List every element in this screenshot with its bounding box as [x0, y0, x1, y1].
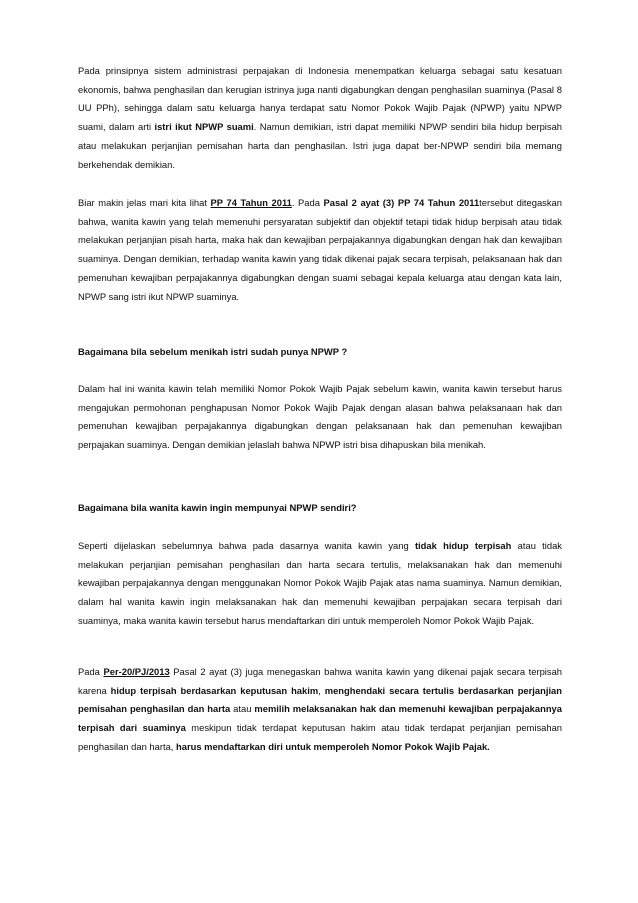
p1-emphasis-run: istri ikut NPWP suami [154, 121, 254, 133]
paragraph-4 [78, 537, 562, 631]
p5-emphasis-run: Per-20/PJ/2013 [103, 666, 170, 677]
p2-emphasis-run: Pasal 2 ayat (3) PP 74 Tahun 2011 [323, 197, 480, 208]
p1-text-run: . Namun demikian, istri dapat memiliki NPWP sendiri bila hidup berpisah atau melakukan perjanjian pemisahan harta dan penghasilan. Istri juga dapat ber-NPWP sendiri bila memang berkehendak demikian. [78, 121, 562, 170]
p2-text-run: Biar makin jelas mari kita lihat [78, 197, 211, 208]
p5-emphasis-run: memilih melaksanakan hak dan memenuhi kewajiban perpajakannya terpisah dari suaminya [78, 703, 562, 734]
p2-text-run: . Pada [291, 197, 324, 208]
p5-text-run: , [318, 684, 325, 696]
p4-text-run: Seperti dijelaskan sebelumnya bahwa pada dasarnya wanita kawin yang [78, 540, 415, 551]
p5-emphasis-run: harus mendaftarkan diri untuk memperoleh Nomor Pokok Wajib Pajak. [176, 740, 490, 752]
h2-text-run: Bagaimana bila wanita kawin ingin mempunyai NPWP sendiri? [78, 502, 357, 513]
paragraph-2 [78, 194, 562, 306]
p4-text-run: atau tidak melakukan perjanjian pemisahan penghasilan dan harta secara tertulis, melaksanakan hak dan memenuhi kewajiban perpajakannya dengan menggunakan Nomor Pokok Wajib Pajak atas nama suaminya. Namun demikian, dalam hal wanita kawin ingin melaksanakan hak dan memenuhi kewajiban perpajakan secara terpisah dari suaminya, maka wanita kawin tersebut harus mendaftarkan diri untuk memperoleh Nomor Pokok Wajib Pajak. [78, 540, 562, 626]
p5-text-run: meskipun tidak terdapat keputusan hakim atau tidak terdapat perjanjian pemisahan penghasilan dan harta, [78, 722, 562, 752]
p5-emphasis-run: menghendaki secara tertulis berdasarkan perjanjian pemisahan penghasilan dan harta [78, 684, 562, 715]
p5-text-run: atau [230, 703, 255, 715]
h1-text-run: Bagaimana bila sebelum menikah istri sudah punya NPWP ? [78, 346, 348, 357]
heading-own-npwp [78, 499, 562, 518]
p5-emphasis-run: hidup terpisah berdasarkan keputusan hakim [110, 684, 319, 696]
p5-text-run: Pada [78, 666, 104, 677]
paragraph-1 [78, 62, 562, 174]
paragraph-5 [78, 663, 562, 757]
p5-text-run: Pasal 2 ayat (3) juga menegaskan bahwa wanita kawin yang dikenai pajak secara terpisah karena [78, 666, 562, 696]
p2-emphasis-run: PP 74 Tahun 2011 [210, 197, 292, 208]
p1-text-run: Pada prinsipnya sistem administrasi perpajakan di Indonesia menempatkan keluarga sebagai satu kesatuan ekonomis, bahwa penghasilan dan kerugian istrinya juga nanti digabungkan dengan penghasilan suaminya (Pasal 8 UU PPh), sehingga dalam satu keluarga hanya terdapat satu Nomor Pokok Wajib Pajak (NPWP) yaitu NPWP suami, dalam arti [78, 65, 562, 133]
p3-text-run: Dalam hal ini wanita kawin telah memiliki Nomor Pokok Wajib Pajak sebelum kawin, wanita kawin tersebut harus mengajukan permohonan penghapusan Nomor Pokok Wajib Pajak dengan alasan bahwa pelaksanaan hak dan pemenuhan kewajiban perpajakannya digabungkan dengan pelaksanaan hak dan pemenuhan kewajiban perpajakan suaminya. Dengan demikian jelaslah bahwa NPWP istri bisa dihapuskan bila menikah. [78, 383, 562, 451]
paragraph-3 [78, 380, 562, 455]
p4-emphasis-run: tidak hidup terpisah [414, 540, 512, 551]
p2-text-run: tersebut ditegaskan bahwa, wanita kawin yang telah memenuhi persyaratan subjektif dan objektif tetapi tidak hidup berpisah atau tidak melakukan perjanjian pisah harta, maka hak dan kewajiban perpajakannya digabungkan dengan hak dan kewajiban suaminya. Dengan demikian, terhadap wanita kawin yang tidak dikenai pajak secara terpisah, pelaksanaan hak dan pemenuhan kewajiban perpajakannya digabungkan dengan suami sebagai kepala keluarga atau dengan kata lain, NPWP sang istri ikut NPWP suaminya. [78, 197, 562, 302]
heading-npwp-before-marriage [78, 343, 562, 362]
